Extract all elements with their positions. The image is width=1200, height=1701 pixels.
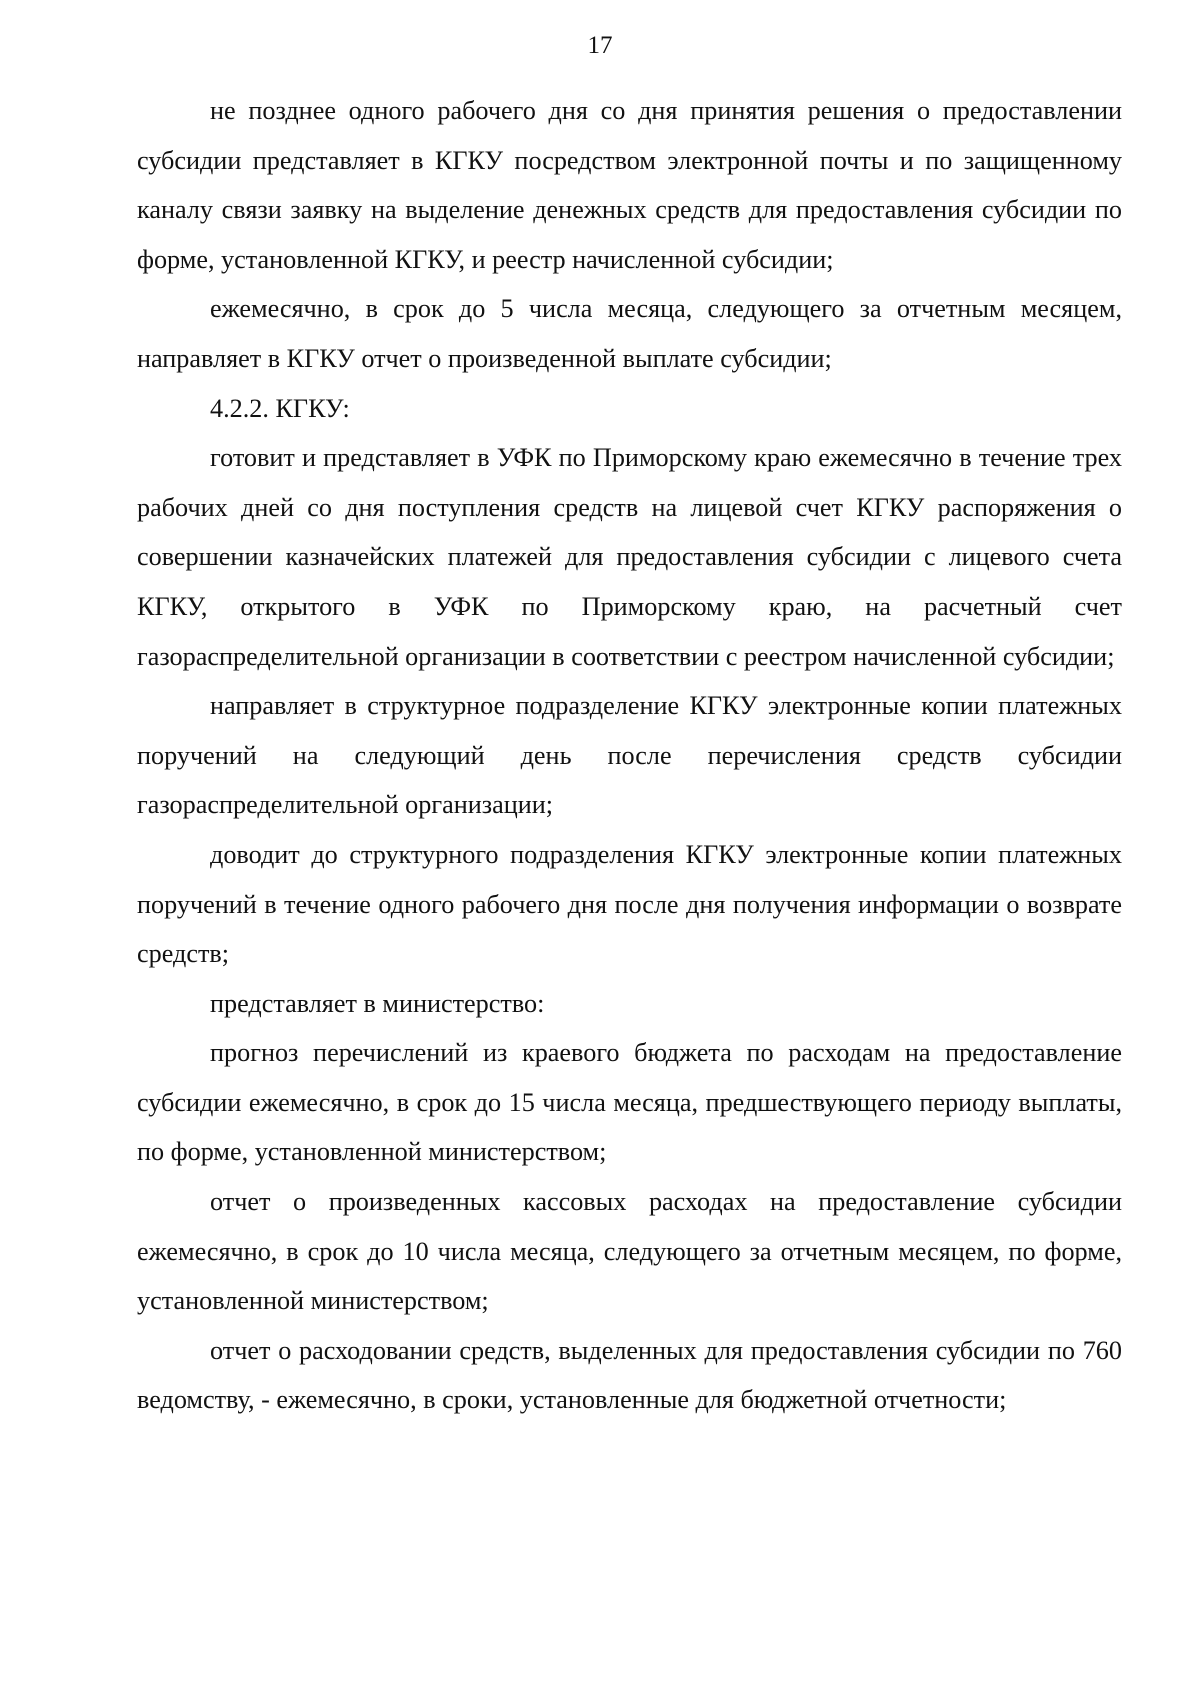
paragraph-prepare-orders: готовит и представляет в УФК по Приморскому краю ежемесячно в течение трех рабочих дней со дня поступления средств на лицевой счет КГКУ распоряжения о совершении казначейских платежей для предоставления субсидии с лицевого счета КГКУ, открытого в УФК по Приморскому краю, на расчетный счет газораспределительной организации в соответствии с реестром начисленной субсидии;: [137, 443, 1122, 671]
paragraph-submit-application: не позднее одного рабочего дня со дня принятия решения о предоставлении субсидии представляет в КГКУ посредством электронной почты и по защищенному каналу связи заявку на выделение денежных средств для предоставления субсидии по форме, установленной КГКУ, и реестр начисленной субсидии;: [137, 96, 1122, 274]
document-body: [137, 86, 1122, 1425]
paragraph-send-copies: направляет в структурное подразделение КГКУ электронные копии платежных поручений на следующий день после перечисления средств субсидии газораспределительной организации;: [137, 691, 1122, 820]
section-heading-4-2-2: 4.2.2. КГКУ:: [210, 393, 350, 423]
paragraph-cash-expenses-report: отчет о произведенных кассовых расходах на предоставление субсидии ежемесячно, в срок до 10 числа месяца, следующего за отчетным месяцем, по форме, установленной министерством;: [137, 1187, 1122, 1316]
paragraph-forecast: прогноз перечислений из краевого бюджета по расходам на предоставление субсидии ежемесячно, в срок до 15 числа месяца, предшествующего периоду выплаты, по форме, установленной министерством;: [137, 1038, 1122, 1167]
paragraph-monthly-report: ежемесячно, в срок до 5 числа месяца, следующего за отчетным месяцем, направляет в КГКУ отчет о произведенной выплате субсидии;: [137, 294, 1122, 373]
page-number: 17: [587, 32, 613, 59]
paragraph-submits-to-ministry: представляет в министерство:: [210, 988, 545, 1018]
paragraph-spending-report: отчет о расходовании средств, выделенных для предоставления субсидии по 760 ведомству, - ежемесячно, в сроки, установленные для бюджетной отчетности;: [137, 1335, 1122, 1415]
paragraph-deliver-copies: доводит до структурного подразделения КГКУ электронные копии платежных поручений в течение одного рабочего дня после дня получения информации о возврате средств;: [137, 839, 1122, 969]
